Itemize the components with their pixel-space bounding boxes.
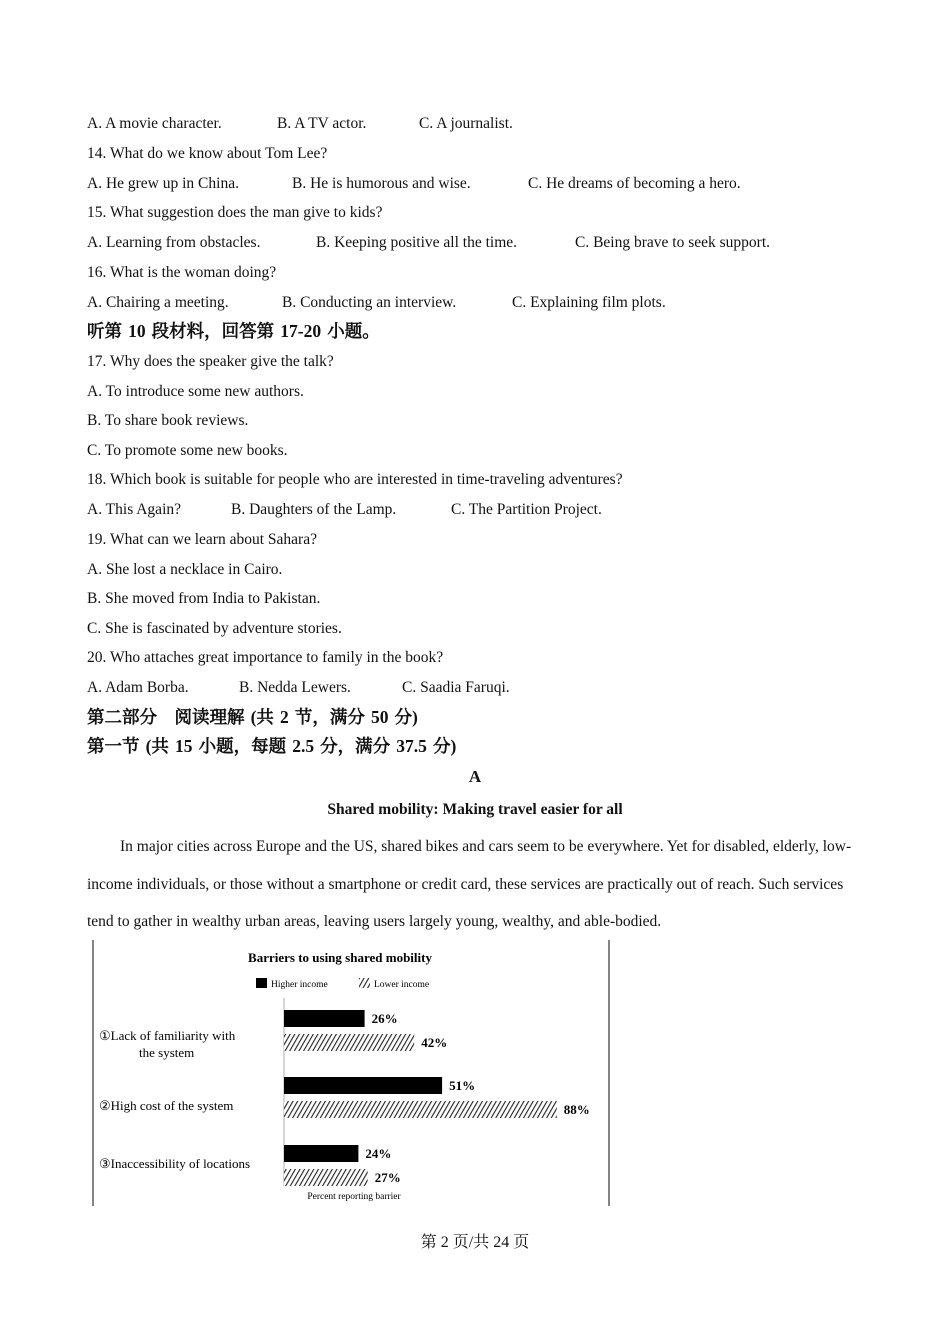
bar bbox=[284, 1101, 557, 1118]
legend-label-1: Higher income bbox=[271, 980, 328, 990]
chart-bars bbox=[284, 1010, 590, 1186]
q20-option-b: B. Nedda Lewers. bbox=[239, 679, 351, 696]
q13-option-b: B. A TV actor. bbox=[277, 115, 367, 132]
q18-option-c: C. The Partition Project. bbox=[451, 501, 602, 518]
q15-option-b: B. Keeping positive all the time. bbox=[316, 234, 518, 251]
passage-title: Shared mobility: Making travel easier for all bbox=[327, 801, 623, 818]
chart-title: Barriers to using shared mobility bbox=[248, 950, 432, 965]
category-label: ①Lack of familiarity with bbox=[99, 1028, 236, 1043]
q15-option-a: A. Learning from obstacles. bbox=[87, 234, 261, 251]
q14-option-a: A. He grew up in China. bbox=[87, 175, 239, 192]
part2-heading: 第二部分 阅读理解 (共 2 节，满分 50 分) bbox=[87, 707, 418, 728]
q16-option-c: C. Explaining film plots. bbox=[512, 294, 666, 311]
bar bbox=[284, 1169, 368, 1186]
q17-option-a: A. To introduce some new authors. bbox=[87, 383, 304, 400]
bar-value-label: 88% bbox=[563, 1102, 590, 1117]
q16-option-b: B. Conducting an interview. bbox=[282, 294, 457, 311]
bar-value-label: 51% bbox=[449, 1078, 476, 1093]
page-footer: 第 2 页/共 24 页 bbox=[420, 1234, 530, 1251]
bar-value-label: 27% bbox=[374, 1170, 401, 1185]
legend-label-2: Lower income bbox=[374, 980, 430, 990]
legend-swatch-1 bbox=[256, 978, 267, 988]
q16-option-a: A. Chairing a meeting. bbox=[87, 294, 229, 311]
q17-option-b: B. To share book reviews. bbox=[87, 412, 249, 429]
category-label: ②High cost of the system bbox=[99, 1098, 234, 1113]
q13-option-c: C. A journalist. bbox=[419, 115, 513, 132]
q18-option-b: B. Daughters of the Lamp. bbox=[231, 501, 397, 518]
q15-option-c: C. Being brave to seek support. bbox=[575, 234, 771, 251]
q14-question: 14. What do we know about Tom Lee? bbox=[87, 145, 328, 162]
bar bbox=[284, 1010, 365, 1027]
q13-option-a: A. A movie character. bbox=[87, 115, 222, 132]
bar-value-label: 26% bbox=[371, 1011, 398, 1026]
q17-option-c: C. To promote some new books. bbox=[87, 442, 288, 459]
q19-option-c: C. She is fascinated by adventure stories. bbox=[87, 620, 342, 637]
bar bbox=[284, 1077, 442, 1094]
chart-legend bbox=[256, 978, 429, 990]
category-label: ③Inaccessibility of locations bbox=[99, 1156, 251, 1171]
section1-heading: 第一节 (共 15 小题，每题 2.5 分，满分 37.5 分) bbox=[87, 736, 457, 757]
q20-question: 20. Who attaches great importance to family in the book? bbox=[87, 649, 444, 666]
bar-value-label: 24% bbox=[365, 1146, 392, 1161]
q19-question: 19. What can we learn about Sahara? bbox=[87, 531, 317, 548]
q14-option-c: C. He dreams of becoming a hero. bbox=[528, 175, 741, 192]
q15-question: 15. What suggestion does the man give to kids? bbox=[87, 204, 383, 221]
q20-option-a: A. Adam Borba. bbox=[87, 679, 189, 696]
chart-xlabel: Percent reporting barrier bbox=[307, 1192, 401, 1202]
bar-chart bbox=[91, 938, 615, 1208]
passage-paragraph: In major cities across Europe and the US, shared bikes and cars seem to be everywhere. Yet for disabled, elderly, low-income individuals, or those without a smartphone or credit card, these services are practically out of reach. Such services tend to gather in wealthy urban areas, leaving users largely young, wealthy, and able-bodied. bbox=[87, 838, 852, 930]
chart-categories bbox=[99, 1028, 250, 1171]
passage-letter: A bbox=[468, 767, 482, 786]
q17-question: 17. Why does the speaker give the talk? bbox=[87, 353, 334, 370]
q18-question: 18. Which book is suitable for people who are interested in time-traveling adventures? bbox=[87, 471, 623, 488]
bar bbox=[284, 1034, 414, 1051]
legend-swatch-2 bbox=[359, 978, 370, 988]
q16-question: 16. What is the woman doing? bbox=[87, 264, 277, 281]
q20-option-c: C. Saadia Faruqi. bbox=[402, 679, 510, 696]
bar bbox=[284, 1145, 358, 1162]
category-label: the system bbox=[139, 1045, 195, 1060]
section-heading-material-10: 听第 10 段材料，回答第 17-20 小题。 bbox=[87, 321, 380, 342]
q19-option-a: A. She lost a necklace in Cairo. bbox=[87, 561, 283, 578]
q18-option-a: A. This Again? bbox=[87, 501, 181, 518]
q19-option-b: B. She moved from India to Pakistan. bbox=[87, 590, 321, 607]
bar-value-label: 42% bbox=[421, 1035, 448, 1050]
q14-option-b: B. He is humorous and wise. bbox=[292, 175, 471, 192]
